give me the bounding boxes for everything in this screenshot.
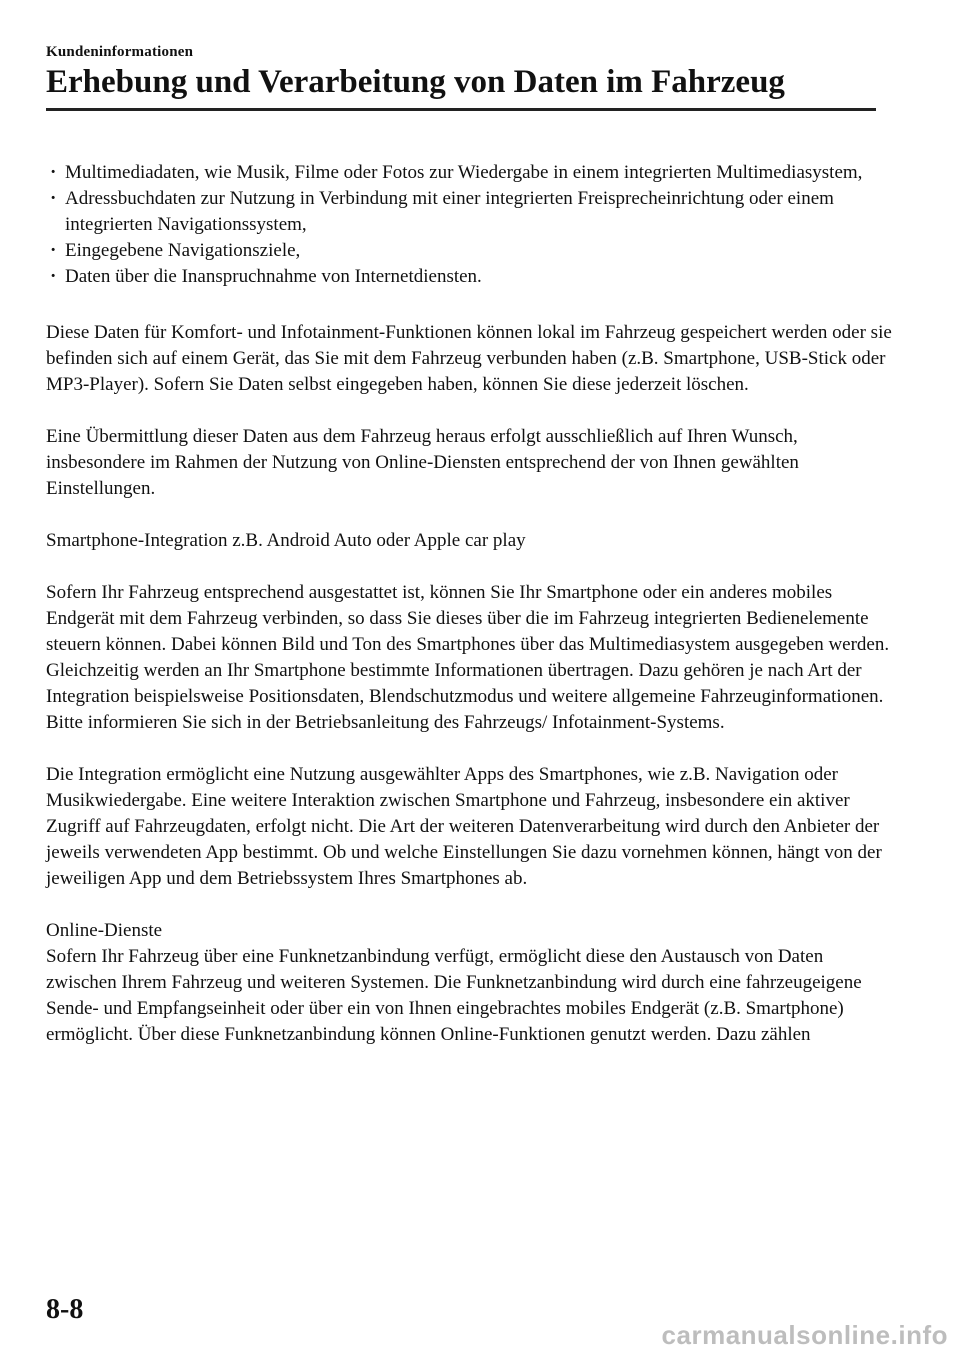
watermark: carmanualsonline.info	[661, 1320, 948, 1350]
title-rule	[46, 108, 876, 111]
list-item: · Daten über die Inanspruchnahme von Internetdiensten.	[46, 264, 896, 290]
page-number: 8-8	[46, 1294, 84, 1325]
bullet-list	[46, 160, 896, 290]
paragraph-data-transfer: Eine Übermittlung dieser Daten aus dem Fahrzeug heraus erfolgt ausschließlich auf Ihren Wunsch, insbesondere im Rahmen der Nutzung von Online-Diensten entsprechend der von Ihnen gewählten Einstellungen.	[46, 426, 799, 499]
online-services-text: Sofern Ihr Fahrzeug über eine Funknetzanbindung verfügt, ermöglicht diese den Austausch von Daten zwischen Ihrem Fahrzeug und weiteren Systemen. Die Funknetzanbindung wird durch eine fahrzeugeigene Sende- und Empfangseinheit oder über ein von Ihnen eingebrachtes mobiles Endgerät (z.B. Smartphone) ermöglicht. Über diese Funknetzanbindung können Online-Funktionen genutzt werden. Dazu zählen	[46, 946, 862, 1045]
paragraph-smartphone-heading: Smartphone-Integration z.B. Android Auto oder Apple car play	[46, 530, 526, 551]
paragraph-infotainment-data: Diese Daten für Komfort- und Infotainment-Funktionen können lokal im Fahrzeug gespeichert werden oder sie befinden sich auf einem Gerät, das Sie mit dem Fahrzeug verbunden haben (z.B. Smartphone, USB-Stick oder MP3-Player). Sofern Sie Daten selbst eingegeben haben, können Sie diese jederzeit löschen.	[46, 322, 892, 395]
online-services-heading: Online-Dienste	[46, 920, 163, 941]
list-item: · Eingegebene Navigationsziele,	[46, 238, 896, 264]
paragraph-integration-apps: Die Integration ermöglicht eine Nutzung ausgewählter Apps des Smartphones, wie z.B. Navigation oder Musikwiedergabe. Eine weitere Interaktion zwischen Smartphone und Fahrzeug, insbesondere ein aktiver Zugriff auf Fahrzeugdaten, erfolgt nicht. Die Art der weiteren Datenverarbeitung wird durch den Anbieter der jeweils verwendeten App bestimmt. Ob und welche Einstellungen Sie dazu vornehmen können, hängt von der jeweiligen App und dem Betriebssystem Ihres Smartphones ab.	[46, 764, 882, 889]
paragraph-smartphone-connection: Sofern Ihr Fahrzeug entsprechend ausgestattet ist, können Sie Ihr Smartphone oder ein anderes mobiles Endgerät mit dem Fahrzeug verbinden, so dass Sie dieses über die im Fahrzeug integrierten Bedienelemente steuern können. Dabei können Bild und Ton des Smartphones über das Multimediasystem ausgegeben werden. Gleichzeitig werden an Ihr Smartphone bestimmte Informationen übertragen. Dazu gehören je nach Art der Integration beispielsweise Positionsdaten, Blendschutzmodus und weitere allgemeine Fahrzeuginformationen. Bitte informieren Sie sich in der Betriebsanleitung des Fahrzeugs/ Infotainment-Systems.	[46, 582, 890, 733]
page-title: Erhebung und Verarbeitung von Daten im Fahrzeug	[46, 64, 785, 100]
page-content	[46, 160, 896, 1074]
list-item: · Multimediadaten, wie Musik, Filme oder Fotos zur Wiedergabe in einem integrierten Multimediasystem,	[46, 160, 896, 186]
list-item: · Adressbuchdaten zur Nutzung in Verbindung mit einer integrierten Freisprecheinrichtung oder einem integrierten Navigationssystem,	[46, 186, 896, 238]
section-label: Kundeninformationen	[46, 44, 194, 60]
